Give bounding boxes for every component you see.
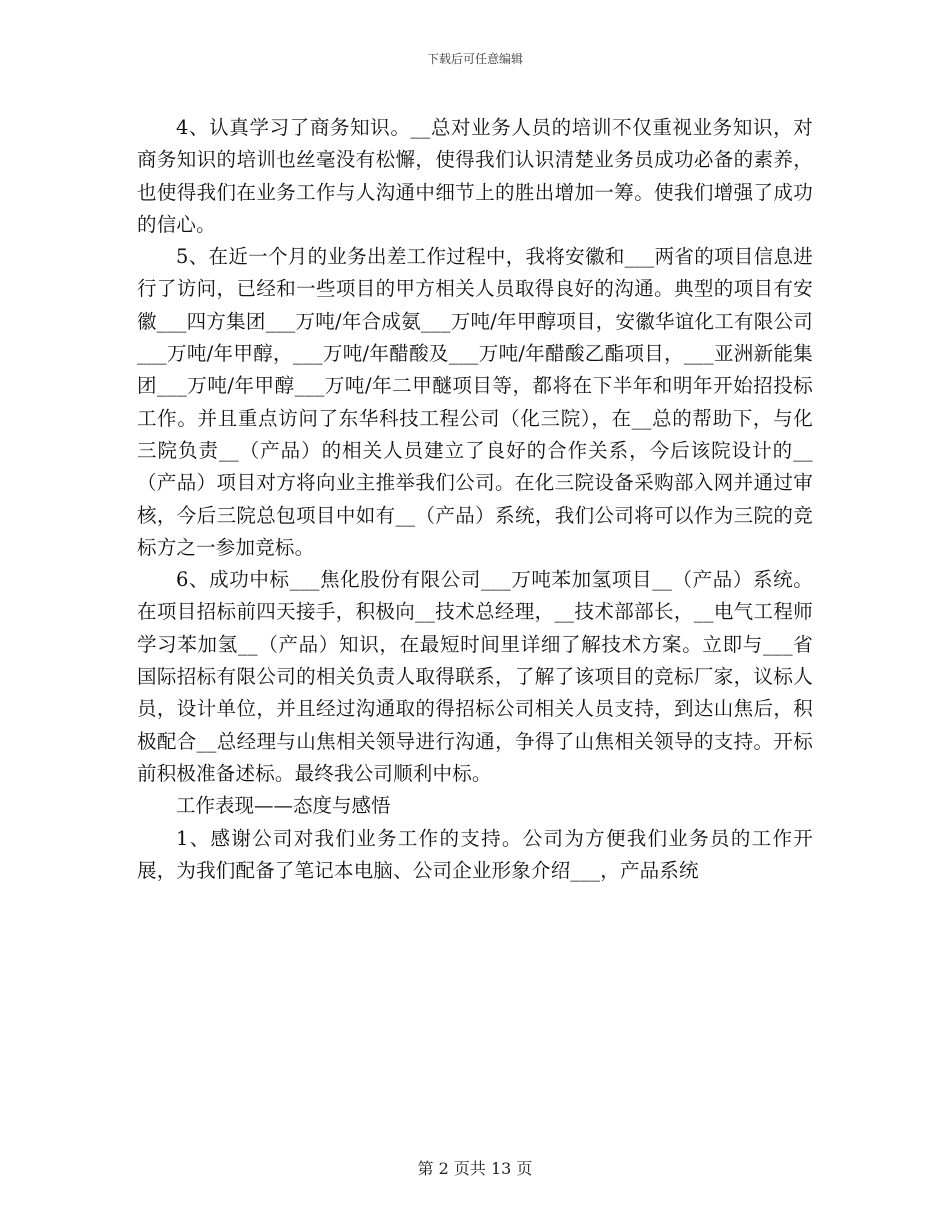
paragraph-5-project-visits: 5、在近一个月的业务出差工作过程中，我将安徽和___两省的项目信息进行了访问，已经和一些项目的甲方相关人员取得良好的沟通。典型的项目有安徽___四方集团___万吨/年合成氨___万吨/年甲醇项目，安徽华谊化工有限公司___万吨/年甲醇，___万吨/年醋酸及___万吨/年醋酸乙酯项目，___亚洲新能集团___万吨/年甲醇___万吨/年二甲醚项目等，都将在下半年和明年开始招投标工作。并且重点访问了东华科技工程公司（化三院），在__总的帮助下，与化三院负责__（产品）的相关人员建立了良好的合作关系，今后该院设计的__（产品）项目对方将向业主推举我们公司。在化三院设备采购部入网并通过审核，今后三院总包项目中如有__（产品）系统，我们公司将可以作为三院的竞标方之一参加竞标。 — [137, 245, 813, 559]
paragraph-4-business-knowledge: 4、认真学习了商务知识。__总对业务人员的培训不仅重视业务知识，对商务知识的培训也丝毫没有松懈，使得我们认识清楚业务员成功必备的素养，也使得我们在业务工作与人沟通中细节上的胜出增加一筹。使我们增强了成功的信心。 — [137, 116, 813, 236]
page-footer: 第 2 页共 13 页 — [417, 1159, 533, 1178]
page-header: 下载后可任意编辑 — [426, 52, 523, 66]
section-heading: 工作表现——态度与感悟 — [176, 794, 391, 818]
paragraph-6-bid-success: 6、成功中标___焦化股份有限公司___万吨苯加氢项目__（产品）系统。在项目招标前四天接手，积极向__技术总经理，__技术部部长，__电气工程师学习苯加氢__（产品）知识，在最短时间里详细了解技术方案。立即与___省国际招标有限公司的相关负责人取得联系，了解了该项目的竞标厂家，议标人员，设计单位，并且经过沟通取的得招标公司相关人员支持，到达山焦后，积极配合__总经理与山焦相关领导进行沟通，争得了山焦相关领导的支持。开标前积极准备述标。最终我公司顺利中标。 — [137, 568, 813, 785]
document-body — [137, 112, 813, 887]
paragraph-1-company-support: 1、感谢公司对我们业务工作的支持。公司为方便我们业务员的工作开展，为我们配备了笔记本电脑、公司企业形象介绍___，产品系统 — [137, 826, 813, 882]
